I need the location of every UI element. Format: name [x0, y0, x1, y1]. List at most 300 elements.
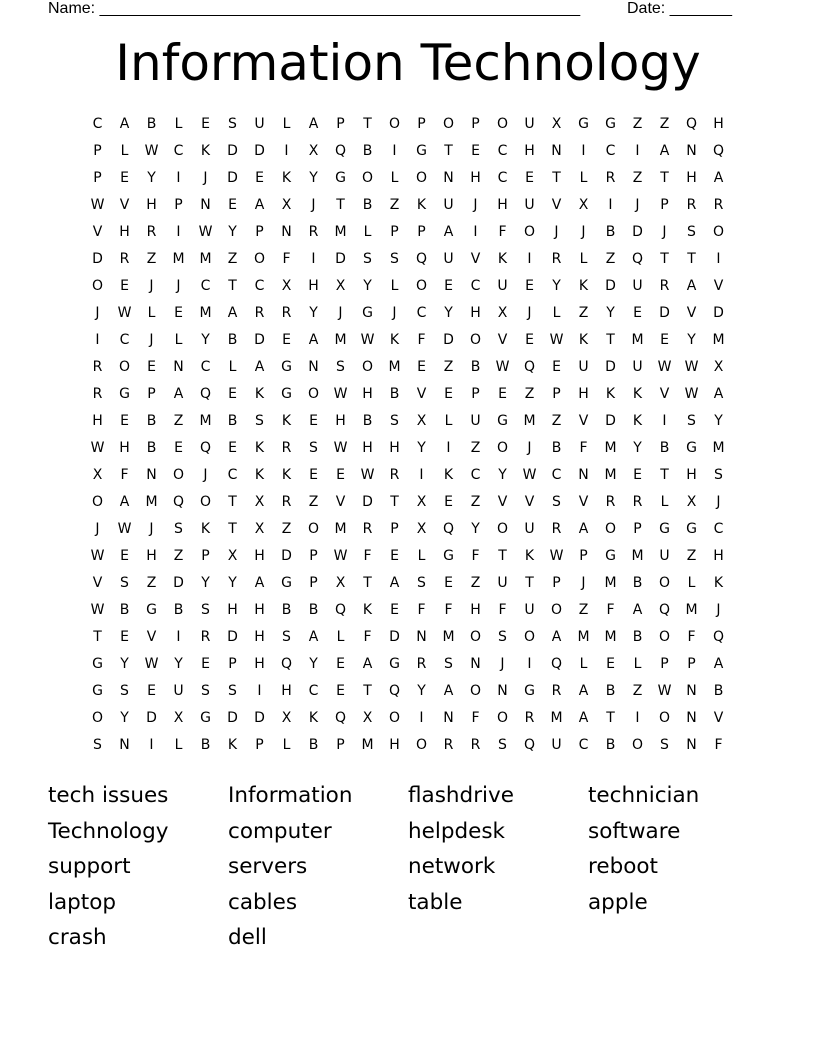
grid-letter[interactable]: S — [228, 683, 237, 699]
grid-letter[interactable]: E — [390, 548, 399, 564]
grid-letter[interactable]: W — [144, 656, 159, 672]
grid-letter[interactable]: W — [333, 440, 348, 456]
grid-letter[interactable]: V — [470, 251, 481, 267]
grid-letter[interactable]: U — [524, 197, 535, 213]
grid-letter[interactable]: A — [254, 197, 265, 213]
grid-letter[interactable]: E — [201, 116, 210, 132]
grid-letter[interactable]: R — [389, 467, 400, 483]
grid-letter[interactable]: Q — [523, 359, 536, 375]
grid-letter[interactable]: R — [416, 656, 427, 672]
grid-letter[interactable]: P — [174, 197, 183, 213]
grid-letter[interactable]: Q — [685, 116, 698, 132]
grid-letter[interactable]: E — [660, 332, 669, 348]
grid-letter[interactable]: I — [149, 737, 154, 753]
grid-letter[interactable]: T — [660, 251, 669, 267]
grid-letter[interactable]: Q — [280, 656, 293, 672]
grid-letter[interactable]: T — [552, 170, 561, 186]
grid-letter[interactable]: C — [200, 359, 211, 375]
grid-letter[interactable]: I — [716, 251, 721, 267]
grid-letter[interactable]: C — [254, 278, 265, 294]
grid-letter[interactable]: L — [579, 170, 588, 186]
grid-letter[interactable]: F — [471, 548, 480, 564]
grid-letter[interactable]: C — [578, 737, 589, 753]
grid-letter[interactable]: S — [174, 521, 183, 537]
grid-letter[interactable]: D — [173, 575, 184, 591]
grid-letter[interactable]: P — [390, 224, 399, 240]
grid-letter[interactable]: W — [117, 305, 132, 321]
grid-letter[interactable]: G — [281, 359, 292, 375]
name-field[interactable]: Name: ______________________________________________________ — [48, 0, 581, 17]
grid-letter[interactable]: K — [200, 521, 211, 537]
grid-letter[interactable]: Z — [173, 548, 184, 564]
grid-letter[interactable]: Q — [712, 143, 725, 159]
grid-letter[interactable]: E — [471, 143, 480, 159]
grid-letter[interactable]: N — [416, 629, 427, 645]
grid-letter[interactable]: D — [713, 305, 724, 321]
grid-letter[interactable]: U — [497, 278, 508, 294]
grid-letter[interactable]: M — [631, 332, 644, 348]
grid-letter[interactable]: X — [281, 197, 292, 213]
grid-letter[interactable]: A — [119, 494, 130, 510]
grid-letter[interactable]: M — [172, 251, 185, 267]
grid-letter[interactable]: J — [203, 170, 208, 186]
grid-letter[interactable]: V — [524, 494, 535, 510]
grid-letter[interactable]: I — [419, 710, 424, 726]
grid-letter[interactable]: R — [713, 197, 724, 213]
grid-letter[interactable]: D — [659, 305, 670, 321]
grid-letter[interactable]: K — [254, 467, 265, 483]
grid-letter[interactable]: O — [415, 737, 428, 753]
grid-letter[interactable]: Z — [146, 251, 157, 267]
grid-letter[interactable]: R — [281, 494, 292, 510]
grid-letter[interactable]: K — [632, 413, 643, 429]
grid-letter[interactable]: M — [361, 737, 374, 753]
grid-letter[interactable]: V — [713, 710, 724, 726]
grid-letter[interactable]: X — [281, 710, 292, 726]
grid-letter[interactable]: R — [470, 737, 481, 753]
grid-letter[interactable]: C — [92, 116, 103, 132]
grid-letter[interactable]: G — [605, 548, 616, 564]
grid-letter[interactable]: I — [473, 224, 478, 240]
grid-letter[interactable]: P — [255, 737, 264, 753]
grid-letter[interactable]: A — [389, 575, 400, 591]
grid-letter[interactable]: R — [443, 737, 454, 753]
grid-letter[interactable]: B — [605, 737, 616, 753]
grid-letter[interactable]: V — [578, 494, 589, 510]
grid-letter[interactable]: J — [716, 494, 721, 510]
grid-letter[interactable]: H — [146, 197, 157, 213]
grid-letter[interactable]: Z — [632, 683, 643, 699]
grid-letter[interactable]: Z — [551, 413, 562, 429]
grid-letter[interactable]: E — [228, 386, 237, 402]
grid-letter[interactable]: L — [363, 224, 372, 240]
grid-letter[interactable]: I — [95, 332, 100, 348]
grid-letter[interactable]: Y — [633, 440, 642, 456]
grid-letter[interactable]: B — [227, 332, 238, 348]
grid-letter[interactable]: P — [579, 548, 588, 564]
grid-letter[interactable]: N — [686, 143, 697, 159]
grid-letter[interactable]: K — [416, 197, 427, 213]
grid-letter[interactable]: U — [173, 683, 184, 699]
grid-letter[interactable]: L — [147, 305, 156, 321]
grid-letter[interactable]: V — [92, 224, 103, 240]
grid-letter[interactable]: D — [389, 629, 400, 645]
grid-letter[interactable]: Z — [470, 494, 481, 510]
grid-letter[interactable]: J — [527, 440, 532, 456]
grid-letter[interactable]: T — [606, 710, 615, 726]
grid-letter[interactable]: L — [390, 278, 399, 294]
grid-letter[interactable]: D — [362, 494, 373, 510]
grid-letter[interactable]: G — [281, 386, 292, 402]
grid-letter[interactable]: A — [308, 629, 319, 645]
grid-letter[interactable]: H — [146, 548, 157, 564]
grid-letter[interactable]: J — [392, 305, 397, 321]
grid-letter[interactable]: R — [281, 305, 292, 321]
grid-letter[interactable]: K — [578, 332, 589, 348]
grid-letter[interactable]: D — [254, 710, 265, 726]
grid-letter[interactable]: K — [254, 386, 265, 402]
grid-letter[interactable]: K — [227, 737, 238, 753]
grid-letter[interactable]: I — [257, 683, 262, 699]
grid-letter[interactable]: P — [471, 116, 480, 132]
grid-letter[interactable]: D — [254, 143, 265, 159]
grid-letter[interactable]: R — [92, 386, 103, 402]
grid-letter[interactable]: C — [605, 143, 616, 159]
grid-letter[interactable]: U — [524, 116, 535, 132]
grid-letter[interactable]: G — [659, 521, 670, 537]
grid-letter[interactable]: N — [146, 467, 157, 483]
grid-letter[interactable]: L — [282, 116, 291, 132]
grid-letter[interactable]: X — [254, 494, 265, 510]
grid-letter[interactable]: B — [632, 575, 643, 591]
grid-letter[interactable]: N — [497, 683, 508, 699]
grid-letter[interactable]: F — [498, 224, 507, 240]
grid-letter[interactable]: H — [524, 143, 535, 159]
grid-letter[interactable]: D — [605, 413, 616, 429]
grid-letter[interactable]: Z — [686, 548, 697, 564]
grid-letter[interactable]: Q — [334, 710, 347, 726]
grid-letter[interactable]: W — [360, 332, 375, 348]
grid-letter[interactable]: H — [362, 440, 373, 456]
grid-letter[interactable]: G — [443, 548, 454, 564]
grid-letter[interactable]: J — [716, 602, 721, 618]
grid-letter[interactable]: I — [176, 224, 181, 240]
grid-letter[interactable]: Y — [147, 170, 156, 186]
grid-letter[interactable]: S — [93, 737, 102, 753]
grid-letter[interactable]: P — [660, 656, 669, 672]
grid-letter[interactable]: F — [363, 629, 372, 645]
grid-letter[interactable]: L — [174, 332, 183, 348]
grid-letter[interactable]: A — [686, 278, 697, 294]
grid-letter[interactable]: E — [525, 278, 534, 294]
grid-letter[interactable]: Q — [523, 737, 536, 753]
grid-letter[interactable]: J — [554, 224, 559, 240]
grid-letter[interactable]: L — [444, 413, 453, 429]
grid-letter[interactable]: Y — [120, 656, 129, 672]
grid-letter[interactable]: Q — [415, 251, 428, 267]
grid-letter[interactable]: Y — [606, 305, 615, 321]
grid-letter[interactable]: D — [605, 278, 616, 294]
grid-letter[interactable]: L — [660, 494, 669, 510]
grid-letter[interactable]: O — [91, 710, 104, 726]
grid-letter[interactable]: Y — [228, 575, 237, 591]
grid-letter[interactable]: N — [443, 170, 454, 186]
grid-letter[interactable]: S — [444, 656, 453, 672]
grid-letter[interactable]: F — [417, 332, 426, 348]
grid-letter[interactable]: C — [173, 143, 184, 159]
grid-letter[interactable]: I — [446, 440, 451, 456]
grid-letter[interactable]: S — [120, 575, 129, 591]
grid-letter[interactable]: U — [443, 197, 454, 213]
grid-letter[interactable]: P — [417, 116, 426, 132]
grid-letter[interactable]: Q — [631, 251, 644, 267]
grid-letter[interactable]: E — [228, 440, 237, 456]
grid-letter[interactable]: Y — [498, 467, 507, 483]
grid-letter[interactable]: E — [525, 332, 534, 348]
grid-letter[interactable]: Z — [146, 575, 157, 591]
grid-letter[interactable]: F — [714, 737, 723, 753]
grid-letter[interactable]: E — [174, 440, 183, 456]
grid-letter[interactable]: Q — [172, 494, 185, 510]
grid-letter[interactable]: W — [657, 359, 672, 375]
grid-letter[interactable]: X — [254, 521, 265, 537]
grid-letter[interactable]: B — [173, 602, 184, 618]
grid-letter[interactable]: O — [118, 359, 131, 375]
grid-letter[interactable]: Y — [714, 413, 723, 429]
grid-letter[interactable]: J — [527, 305, 532, 321]
grid-letter[interactable]: K — [308, 710, 319, 726]
grid-letter[interactable]: O — [658, 710, 671, 726]
grid-letter[interactable]: A — [362, 656, 373, 672]
grid-letter[interactable]: A — [713, 170, 724, 186]
grid-letter[interactable]: O — [442, 116, 455, 132]
grid-letter[interactable]: C — [713, 521, 724, 537]
grid-letter[interactable]: L — [228, 359, 237, 375]
grid-letter[interactable]: L — [120, 143, 129, 159]
grid-letter[interactable]: X — [416, 494, 427, 510]
grid-letter[interactable]: S — [282, 629, 291, 645]
grid-letter[interactable]: H — [119, 224, 130, 240]
grid-letter[interactable]: S — [390, 251, 399, 267]
grid-letter[interactable]: S — [120, 683, 129, 699]
grid-letter[interactable]: F — [498, 602, 507, 618]
grid-letter[interactable]: H — [308, 278, 319, 294]
grid-letter[interactable]: N — [119, 737, 130, 753]
grid-letter[interactable]: F — [120, 467, 129, 483]
grid-letter[interactable]: Z — [632, 116, 643, 132]
grid-letter[interactable]: F — [606, 602, 615, 618]
grid-letter[interactable]: V — [119, 197, 130, 213]
grid-letter[interactable]: H — [335, 413, 346, 429]
grid-letter[interactable]: H — [713, 548, 724, 564]
grid-letter[interactable]: S — [255, 413, 264, 429]
grid-letter[interactable]: Q — [550, 656, 563, 672]
grid-letter[interactable]: B — [362, 197, 373, 213]
grid-letter[interactable]: Z — [443, 359, 454, 375]
grid-letter[interactable]: G — [362, 305, 373, 321]
grid-letter[interactable]: I — [419, 467, 424, 483]
grid-letter[interactable]: F — [471, 710, 480, 726]
grid-letter[interactable]: I — [176, 170, 181, 186]
grid-letter[interactable]: P — [687, 656, 696, 672]
grid-letter[interactable]: Z — [389, 197, 400, 213]
grid-letter[interactable]: E — [120, 548, 129, 564]
grid-letter[interactable]: W — [90, 602, 105, 618]
grid-letter[interactable]: B — [281, 602, 292, 618]
grid-letter[interactable]: T — [660, 467, 669, 483]
grid-letter[interactable]: M — [334, 224, 347, 240]
grid-letter[interactable]: A — [173, 386, 184, 402]
grid-letter[interactable]: V — [497, 332, 508, 348]
grid-letter[interactable]: R — [551, 521, 562, 537]
grid-letter[interactable]: R — [200, 629, 211, 645]
grid-letter[interactable]: T — [363, 116, 372, 132]
grid-letter[interactable]: Q — [199, 386, 212, 402]
grid-letter[interactable]: U — [524, 521, 535, 537]
grid-letter[interactable]: G — [281, 575, 292, 591]
grid-letter[interactable]: U — [578, 359, 589, 375]
grid-letter[interactable]: G — [200, 710, 211, 726]
grid-letter[interactable]: J — [500, 656, 505, 672]
grid-letter[interactable]: F — [579, 440, 588, 456]
grid-letter[interactable]: E — [498, 386, 507, 402]
grid-letter[interactable]: H — [254, 548, 265, 564]
grid-letter[interactable]: M — [442, 629, 455, 645]
grid-letter[interactable]: A — [119, 116, 130, 132]
grid-letter[interactable]: R — [119, 251, 130, 267]
grid-letter[interactable]: Y — [444, 305, 453, 321]
grid-letter[interactable]: R — [92, 359, 103, 375]
grid-letter[interactable]: E — [336, 683, 345, 699]
grid-letter[interactable]: C — [470, 467, 481, 483]
grid-letter[interactable]: V — [686, 305, 697, 321]
grid-letter[interactable]: A — [578, 710, 589, 726]
grid-letter[interactable]: W — [657, 683, 672, 699]
grid-letter[interactable]: K — [443, 467, 454, 483]
grid-letter[interactable]: M — [334, 521, 347, 537]
grid-letter[interactable]: U — [551, 737, 562, 753]
grid-letter[interactable]: O — [172, 467, 185, 483]
grid-letter[interactable]: K — [524, 548, 535, 564]
grid-letter[interactable]: P — [552, 575, 561, 591]
grid-letter[interactable]: M — [199, 305, 212, 321]
grid-letter[interactable]: N — [578, 467, 589, 483]
grid-letter[interactable]: T — [363, 683, 372, 699]
grid-letter[interactable]: O — [631, 737, 644, 753]
grid-letter[interactable]: A — [308, 116, 319, 132]
grid-letter[interactable]: W — [549, 548, 564, 564]
grid-letter[interactable]: D — [227, 170, 238, 186]
grid-letter[interactable]: R — [632, 494, 643, 510]
grid-letter[interactable]: W — [333, 386, 348, 402]
grid-letter[interactable]: P — [228, 656, 237, 672]
grid-letter[interactable]: O — [469, 332, 482, 348]
grid-letter[interactable]: S — [363, 251, 372, 267]
grid-letter[interactable]: G — [119, 386, 130, 402]
grid-letter[interactable]: P — [309, 548, 318, 564]
grid-letter[interactable]: E — [147, 683, 156, 699]
grid-letter[interactable]: N — [686, 737, 697, 753]
grid-letter[interactable]: N — [173, 359, 184, 375]
grid-letter[interactable]: W — [684, 386, 699, 402]
grid-letter[interactable]: G — [92, 656, 103, 672]
grid-letter[interactable]: E — [633, 305, 642, 321]
grid-letter[interactable]: L — [552, 305, 561, 321]
grid-letter[interactable]: P — [93, 170, 102, 186]
grid-letter[interactable]: Y — [309, 170, 318, 186]
grid-letter[interactable]: X — [335, 575, 346, 591]
grid-letter[interactable]: L — [687, 575, 696, 591]
grid-letter[interactable]: E — [201, 656, 210, 672]
grid-letter[interactable]: E — [552, 359, 561, 375]
grid-letter[interactable]: S — [687, 224, 696, 240]
grid-letter[interactable]: E — [336, 656, 345, 672]
grid-letter[interactable]: W — [360, 467, 375, 483]
grid-letter[interactable]: W — [549, 332, 564, 348]
grid-letter[interactable]: Y — [174, 656, 183, 672]
grid-letter[interactable]: Y — [201, 332, 210, 348]
grid-letter[interactable]: O — [199, 494, 212, 510]
grid-letter[interactable]: Q — [199, 440, 212, 456]
grid-letter[interactable]: O — [658, 629, 671, 645]
grid-letter[interactable]: A — [227, 305, 238, 321]
grid-letter[interactable]: A — [713, 386, 724, 402]
grid-letter[interactable]: W — [90, 440, 105, 456]
grid-letter[interactable]: Q — [712, 629, 725, 645]
grid-letter[interactable]: H — [254, 629, 265, 645]
grid-letter[interactable]: Y — [309, 656, 318, 672]
grid-letter[interactable]: S — [498, 629, 507, 645]
grid-letter[interactable]: E — [633, 467, 642, 483]
grid-letter[interactable]: G — [146, 602, 157, 618]
grid-letter[interactable]: G — [335, 170, 346, 186]
grid-letter[interactable]: E — [606, 656, 615, 672]
grid-letter[interactable]: H — [686, 170, 697, 186]
grid-letter[interactable]: G — [497, 413, 508, 429]
grid-letter[interactable]: H — [92, 413, 103, 429]
grid-letter[interactable]: V — [497, 494, 508, 510]
grid-letter[interactable]: F — [363, 548, 372, 564]
grid-letter[interactable]: J — [311, 197, 316, 213]
grid-letter[interactable]: R — [551, 251, 562, 267]
grid-letter[interactable]: N — [281, 224, 292, 240]
grid-letter[interactable]: L — [633, 656, 642, 672]
grid-letter[interactable]: N — [686, 683, 697, 699]
grid-letter[interactable]: M — [604, 440, 617, 456]
grid-letter[interactable]: X — [686, 494, 697, 510]
grid-letter[interactable]: U — [254, 116, 265, 132]
grid-letter[interactable]: R — [362, 521, 373, 537]
grid-letter[interactable]: V — [92, 575, 103, 591]
grid-letter[interactable]: J — [338, 305, 343, 321]
grid-letter[interactable]: C — [470, 278, 481, 294]
grid-letter[interactable]: T — [228, 494, 237, 510]
grid-letter[interactable]: S — [336, 359, 345, 375]
grid-letter[interactable]: Z — [605, 251, 616, 267]
grid-letter[interactable]: M — [577, 629, 590, 645]
grid-letter[interactable]: D — [443, 332, 454, 348]
grid-letter[interactable]: B — [227, 413, 238, 429]
grid-letter[interactable]: D — [335, 251, 346, 267]
grid-letter[interactable]: E — [120, 170, 129, 186]
grid-letter[interactable]: N — [443, 710, 454, 726]
grid-letter[interactable]: P — [390, 521, 399, 537]
grid-letter[interactable]: Z — [578, 305, 589, 321]
grid-letter[interactable]: E — [336, 467, 345, 483]
grid-letter[interactable]: H — [389, 440, 400, 456]
grid-letter[interactable]: D — [146, 710, 157, 726]
grid-letter[interactable]: P — [552, 386, 561, 402]
